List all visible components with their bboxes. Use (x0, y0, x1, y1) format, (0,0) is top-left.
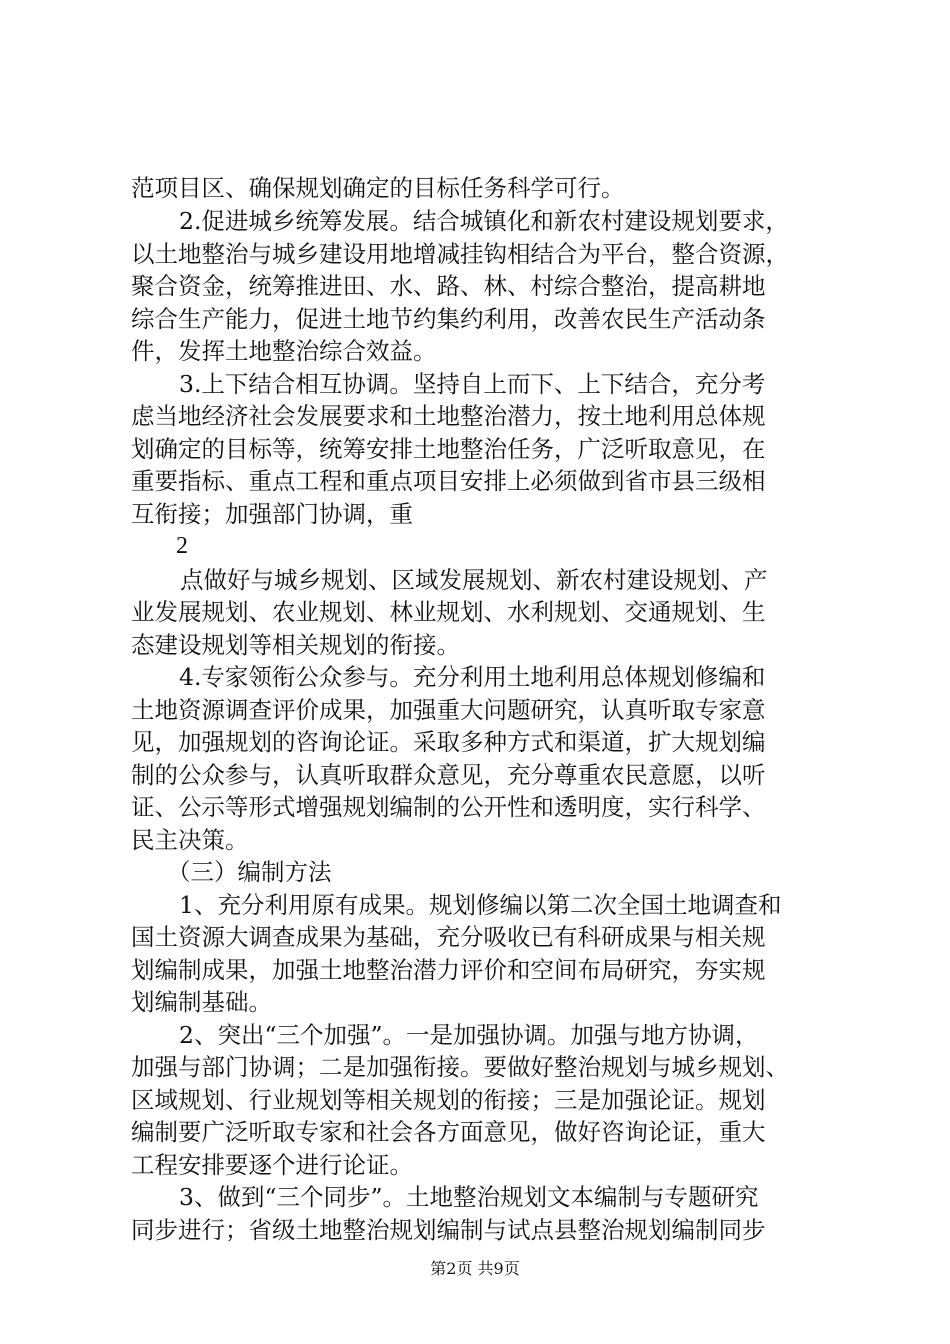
text-line: 4.专家领衔公众参与。充分利用土地利用总体规划修编和 (179, 663, 766, 691)
inline-page-number: 2 (176, 533, 188, 559)
text-line: 聚合资金，统筹推进田、水、路、林、村综合整治，提高耕地 (131, 272, 766, 300)
text-line: 土地资源调查评价成果，加强重大问题研究，认真听取专家意 (131, 696, 766, 724)
text-line: 划编制基础。 (131, 988, 272, 1016)
page-footer: 第2页 共9页 (430, 1259, 520, 1278)
text-line: 区域规划、行业规划等相关规划的衔接；三是加强论证。规划 (131, 1086, 766, 1114)
text-line: 以土地整治与城乡建设用地增减挂钩相结合为平台，整合资源， (131, 240, 789, 268)
text-line: 重要指标、重点工程和重点项目安排上必须做到省市县三级相 (131, 467, 766, 495)
text-line: 1、充分利用原有成果。规划修编以第二次全国土地调查和 (179, 891, 782, 919)
text-line: 2、突出“三个加强”。一是加强协调。加强与地方协调， (179, 1021, 759, 1049)
text-line: 件，发挥土地整治综合效益。 (131, 337, 437, 365)
text-line: 见，加强规划的咨询论证。采取多种方式和渠道，扩大规划编 (131, 728, 766, 756)
text-line: 工程安排要逐个进行论证。 (131, 1151, 413, 1179)
text-line: 编制要广泛听取专家和社会各方面意见，做好咨询论证，重大 (131, 1118, 766, 1146)
text-line: 划确定的目标等，统筹安排土地整治任务，广泛听取意见，在 (131, 435, 766, 463)
text-line: 3.上下结合相互协调。坚持自上而下、上下结合，充分考 (179, 370, 766, 398)
text-line: 证、公示等形式增强规划编制的公开性和透明度，实行科学、 (131, 793, 766, 821)
text-line: 业发展规划、农业规划、林业规划、水利规划、交通规划、生 (131, 598, 766, 626)
text-line: 2.促进城乡统筹发展。结合城镇化和新农村建设规划要求， (179, 207, 789, 235)
text-line: 范项目区、确保规划确定的目标任务科学可行。 (131, 174, 625, 202)
text-line: 态建设规划等相关规划的衔接。 (131, 631, 460, 659)
text-line: 综合生产能力，促进土地节约集约利用，改善农民生产活动条 (131, 305, 766, 333)
text-line: 划编制成果，加强土地整治潜力评价和空间布局研究，夯实规 (131, 956, 766, 984)
text-line: 加强与部门协调；二是加强衔接。要做好整治规划与城乡规划、 (131, 1053, 789, 1081)
section-heading: （三）编制方法 (167, 858, 332, 886)
text-line: 虑当地经济社会发展要求和土地整治潜力，按土地利用总体规 (131, 402, 766, 430)
text-line: 同步进行；省级土地整治规划编制与试点县整治规划编制同步 (131, 1216, 766, 1244)
text-line: 民主决策。 (131, 826, 249, 854)
text-line: 国土资源大调查成果为基础，充分吸收已有科研成果与相关规 (131, 923, 766, 951)
text-line: 3、做到“三个同步”。土地整治规划文本编制与专题研究 (179, 1183, 759, 1211)
text-line: 互衔接；加强部门协调，重 (131, 500, 413, 528)
text-line: 点做好与城乡规划、区域发展规划、新农村建设规划、产 (180, 566, 768, 594)
text-line: 制的公众参与，认真听取群众意见，充分尊重农民意愿，以听 (131, 761, 766, 789)
